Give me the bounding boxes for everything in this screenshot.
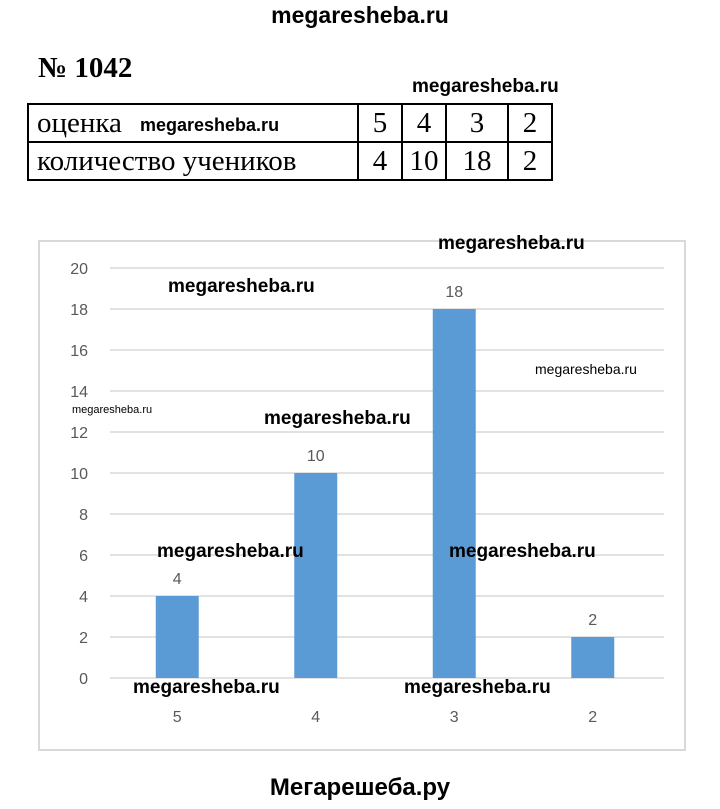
data-label: 18 bbox=[445, 284, 464, 301]
table-cell-count: 4 bbox=[358, 142, 402, 180]
watermark: megaresheba.ru bbox=[168, 276, 315, 297]
bar-chart bbox=[40, 242, 684, 749]
watermark: megaresheba.ru bbox=[157, 541, 304, 562]
site-header[interactable]: megaresheba.ru bbox=[271, 2, 449, 28]
table-cell-count: 2 bbox=[508, 142, 552, 180]
problem-number: № 1042 bbox=[38, 52, 133, 84]
table-row-label-count: количество учеников bbox=[28, 142, 358, 180]
grades-table bbox=[27, 103, 553, 181]
y-tick-label: 8 bbox=[79, 507, 88, 524]
watermark: megaresheba.ru bbox=[72, 404, 153, 416]
y-tick-label: 12 bbox=[70, 425, 88, 442]
bar bbox=[156, 596, 199, 678]
chart-area bbox=[38, 240, 686, 751]
data-label: 2 bbox=[588, 612, 598, 629]
site-footer[interactable]: Мегарешеба.ру bbox=[269, 774, 451, 801]
bar bbox=[294, 473, 337, 678]
x-tick-label: 2 bbox=[588, 709, 598, 726]
bar bbox=[571, 637, 614, 678]
table-row bbox=[28, 104, 552, 142]
y-tick-label: 2 bbox=[79, 630, 88, 647]
table-row bbox=[28, 142, 552, 180]
watermark: megaresheba.ru bbox=[264, 408, 411, 429]
table-cell-count: 18 bbox=[446, 142, 508, 180]
table-row-label-grade: оценка bbox=[28, 104, 358, 142]
watermark: megaresheba.ru bbox=[438, 233, 585, 254]
y-tick-label: 10 bbox=[70, 466, 88, 483]
y-tick-label: 16 bbox=[70, 343, 88, 360]
y-tick-label: 14 bbox=[70, 384, 88, 401]
watermark: megaresheba.ru bbox=[449, 541, 596, 562]
table-cell-grade: 5 bbox=[358, 104, 402, 142]
table-cell-grade: 3 bbox=[446, 104, 508, 142]
data-label: 4 bbox=[172, 571, 182, 588]
watermark: megaresheba.ru bbox=[133, 677, 280, 698]
data-label: 10 bbox=[306, 448, 325, 465]
table-cell-grade: 2 bbox=[508, 104, 552, 142]
y-tick-label: 18 bbox=[70, 302, 88, 319]
x-tick-label: 3 bbox=[449, 709, 459, 726]
watermark: megaresheba.ru bbox=[140, 115, 280, 135]
bar bbox=[433, 309, 476, 678]
table-cell-grade: 4 bbox=[402, 104, 446, 142]
y-tick-label: 20 bbox=[70, 261, 88, 278]
y-tick-label: 4 bbox=[79, 589, 88, 606]
watermark: megaresheba.ru bbox=[404, 677, 551, 698]
watermark: megaresheba.ru bbox=[535, 361, 637, 377]
table-cell-count: 10 bbox=[402, 142, 446, 180]
y-tick-label: 6 bbox=[79, 548, 88, 565]
y-tick-label: 0 bbox=[79, 671, 88, 688]
x-tick-label: 4 bbox=[311, 709, 321, 726]
watermark: megaresheba.ru bbox=[412, 76, 559, 97]
x-tick-label: 5 bbox=[172, 709, 182, 726]
